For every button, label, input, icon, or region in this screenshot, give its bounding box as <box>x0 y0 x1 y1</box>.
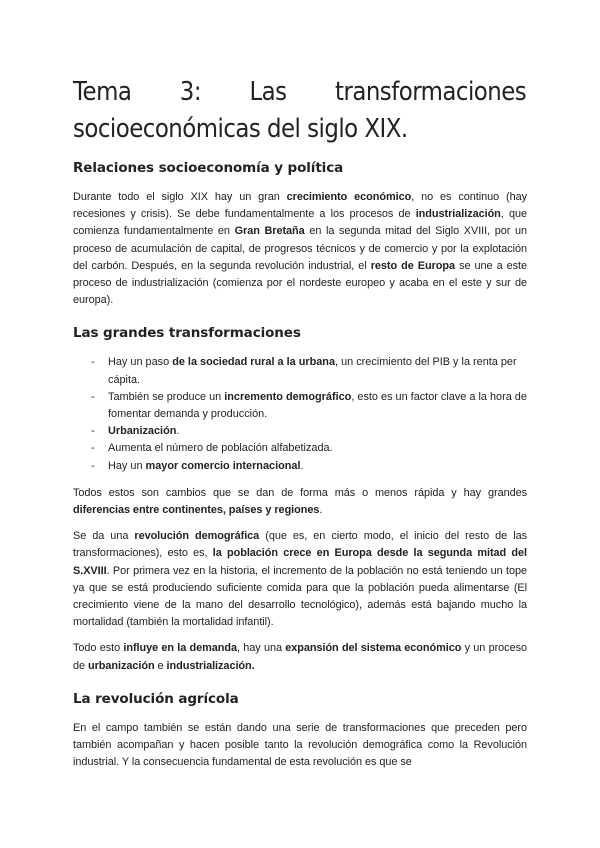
section-heading-revolucion-agricola: La revolución agrícola <box>73 690 239 707</box>
paragraph-revolucion-demografica: Se da una revolución demográfica (que es, en cierto modo, el inicio del resto de las transformaciones), esto es, la población crece en Europa desde la segunda mitad del S.XVIII. Por primera vez en la historia, el incremento de la población no está teniendo un tope ya que se está produciendo suficiente comida para que la población pueda alimentarse (El crecimiento viene de la mano del desarrollo tecnológico), además está bajando mucho la mortalidad (también la mortalidad infantil). <box>73 530 527 629</box>
page-title <box>73 74 526 148</box>
section-heading-transformaciones: Las grandes transformaciones <box>73 325 301 342</box>
paragraph-crecimiento: Durante todo el siglo XIX hay un gran crecimiento económico, no es continuo (hay recesiones y crisis). Se debe fundamentalmente a los procesos de industrialización, que comienza fundamentalmente en Gran Bretaña en la segunda mitad del Siglo XVIII, por un proceso de acumulación de capital, de progresos técnicos y de comercio y por la explotación del carbón. Después, en la segunda revolución industrial, el resto de Europa se une a este proceso de industrialización (comienza por el nordeste europeo y acaba en el este y sur de europa). <box>73 191 528 307</box>
list-item: - Aumenta el número de población alfabetizada. <box>91 440 527 457</box>
paragraph-campo: En el campo también se están dando una serie de transformaciones que preceden pero también acompañan y hacen posible tanto la revolución demográfica como la Revolución industrial. Y la consecuencia fundamental de esta revolución es que se <box>73 721 527 769</box>
paragraph-demanda: Todo esto influye en la demanda, hay una expansión del sistema económico y un proceso de urbanización e industrialización. <box>73 642 527 672</box>
section-heading-relaciones: Relaciones socioeconomía y política <box>73 160 344 176</box>
paragraph-cambios: Todos estos son cambios que se dan de forma más o menos rápida y hay grandes diferencias entre continentes, países y regiones. <box>73 486 527 517</box>
list-item: - Hay un mayor comercio internacional. <box>91 458 527 475</box>
list-item: - También se produce un incremento demográfico, esto es un factor clave a la hora de fomentar demanda y producción. <box>91 389 527 423</box>
title-line-1: Tema 3: Las transformaciones <box>73 77 527 107</box>
title-line-2: socioeconómicas del siglo XIX. <box>73 114 408 144</box>
list-item: - Urbanización. <box>91 423 527 440</box>
list-item: - Hay un paso de la sociedad rural a la urbana, un crecimiento del PIB y la renta per cápita. <box>91 354 527 388</box>
transformations-list <box>73 354 527 474</box>
